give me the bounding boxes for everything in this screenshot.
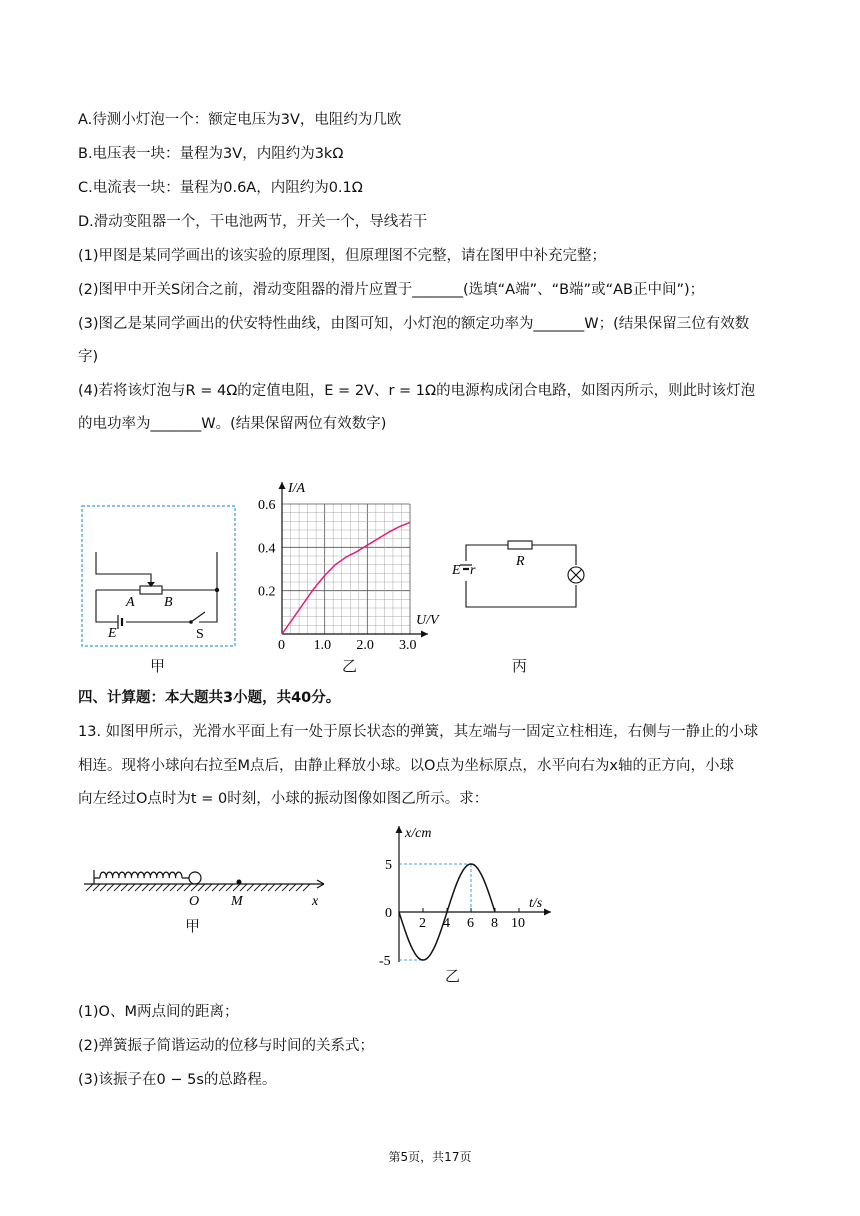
x-axis-label: x/cm (405, 826, 432, 841)
question-12-1: (1)甲图是某同学画出的该实验的原理图，但原理图不完整，请在图甲中补充完整； (78, 248, 607, 264)
ground-hatch (93, 884, 100, 891)
ground-hatch (240, 884, 247, 891)
t-tick-label: 4 (443, 916, 450, 931)
ground-hatch (191, 884, 198, 891)
label-a: A (126, 595, 135, 610)
caption-13-yi: 乙 (445, 967, 461, 985)
t-tick-label: 8 (491, 916, 498, 931)
ground-hatch (296, 884, 303, 891)
x-tick-label: 1.0 (313, 638, 332, 653)
item-a: A.待测小灯泡一个：额定电压为3V，电阻约为几欧 (78, 112, 402, 128)
question-12-3a: (3)图乙是某同学画出的伏安特性曲线，由图可知，小灯泡的额定功率为_______W；(结果保留三位有效数 (78, 316, 750, 332)
x-tick-label: 5 (385, 858, 392, 873)
question-13-sub3: (3)该振子在0 − 5s的总路程。 (78, 1072, 277, 1088)
figure-bing-circuit (450, 535, 590, 615)
y-axis-arrow (279, 482, 286, 489)
ground-hatch (205, 884, 212, 891)
item-c: C.电流表一块：量程为0.6A，内阻约为0.1Ω (78, 180, 363, 196)
ground-hatch (86, 884, 93, 891)
question-12-4a: (4)若将该灯泡与R = 4Ω的定值电阻，E = 2V、r = 1Ω的电源构成闭合电路，如图丙所示，则此时该灯泡 (78, 383, 756, 399)
caption-13-jia: 甲 (185, 917, 201, 935)
ground-hatch (128, 884, 135, 891)
question-13-line2: 相连。现将小球向右拉至M点后，由静止释放小球。以O点为坐标原点，水平向右为x轴的正方向，小球 (78, 758, 735, 774)
label-r-resistor: R (516, 554, 525, 569)
t-tick-label: 2 (419, 916, 426, 931)
t-axis-arrow (544, 909, 551, 916)
ground-hatch (303, 884, 310, 891)
section-heading: 四、计算题：本大题共3小题，共40分。 (78, 690, 341, 706)
ground-hatch (100, 884, 107, 891)
ground-hatch (289, 884, 296, 891)
question-13-sub2: (2)弹簧振子简谐运动的位移与时间的关系式； (78, 1038, 375, 1054)
x-axis-arrow (421, 631, 428, 638)
ground-hatch (170, 884, 177, 891)
ground-hatch (226, 884, 233, 891)
y-tick-label: 0.4 (258, 541, 276, 557)
x-axis-label: U/V (416, 613, 439, 628)
caption-yi: 乙 (342, 657, 358, 675)
label-s: S (196, 627, 204, 642)
ground-hatch (254, 884, 261, 891)
label-e: E (108, 626, 117, 641)
t-tick-label: 10 (511, 916, 525, 931)
label-r: r (470, 563, 476, 578)
ground-hatch (177, 884, 184, 891)
ground-hatch (163, 884, 170, 891)
figure-jia-circuit (80, 504, 238, 648)
label-b: B (164, 595, 173, 610)
label-x-axis: x (312, 894, 319, 909)
x-tick-label: 2.0 (356, 638, 374, 653)
ground-hatch (233, 884, 240, 891)
page-footer: 第5页，共17页 (388, 1150, 472, 1164)
label-e: E (452, 563, 461, 578)
y-tick-label: 0.6 (258, 498, 276, 513)
y-axis-label: I/A (288, 481, 306, 496)
item-b: B.电压表一块：量程为3V，内阻约为3kΩ (78, 146, 344, 162)
question-13-line3: 向左经过O点时为t = 0时刻，小球的振动图像如图乙所示。求： (78, 791, 489, 807)
ground-hatch (184, 884, 191, 891)
ground-hatch (212, 884, 219, 891)
caption-bing: 丙 (512, 657, 528, 675)
ground-hatch (142, 884, 149, 891)
ground-hatch (107, 884, 114, 891)
ground-hatch (198, 884, 205, 891)
question-13-line1: 13. 如图甲所示，光滑水平面上有一处于原长状态的弹簧，其左端与一固定立柱相连，右侧与一静止的小球 (78, 724, 759, 740)
item-d: D.滑动变阻器一个，干电池两节，开关一个，导线若干 (78, 214, 428, 230)
x-tick-label: 0 (278, 638, 285, 653)
x-axis-arrow (396, 826, 403, 833)
y-tick-label: 0.2 (258, 584, 276, 600)
ground-hatch (114, 884, 121, 891)
x-tick-label: -5 (379, 954, 391, 969)
question-13-sub1: (1)O、M两点间的距离； (78, 1004, 239, 1020)
ground-hatch (156, 884, 163, 891)
ground-hatch (275, 884, 282, 891)
label-m: M (231, 894, 243, 909)
ground-hatch (261, 884, 268, 891)
ground-hatch (149, 884, 156, 891)
ground-hatch (219, 884, 226, 891)
ground-hatch (268, 884, 275, 891)
iu-curve-line (282, 522, 410, 634)
chart-iu-curve (255, 478, 455, 654)
ground-hatch (247, 884, 254, 891)
figure-13-jia-spring (80, 860, 330, 910)
x-tick-label: 0 (385, 906, 392, 921)
label-o: O (189, 894, 200, 909)
question-12-3b: 字) (78, 349, 99, 365)
x-tick-label: 3.0 (399, 638, 417, 653)
question-12-2: (2)图甲中开关S闭合之前，滑动变阻器的滑片应置于_______(选填“A端”、“B端”或“AB正中间”)； (78, 282, 705, 298)
ground-hatch (121, 884, 128, 891)
question-12-4b: 的电功率为_______W。(结果保留两位有效数字) (78, 416, 387, 432)
ground-hatch (282, 884, 289, 891)
t-tick-label: 6 (467, 916, 474, 931)
t-axis-label: t/s (529, 896, 543, 911)
caption-jia: 甲 (150, 657, 166, 675)
ground-hatch (135, 884, 142, 891)
chart-vibration-graph (375, 822, 555, 970)
